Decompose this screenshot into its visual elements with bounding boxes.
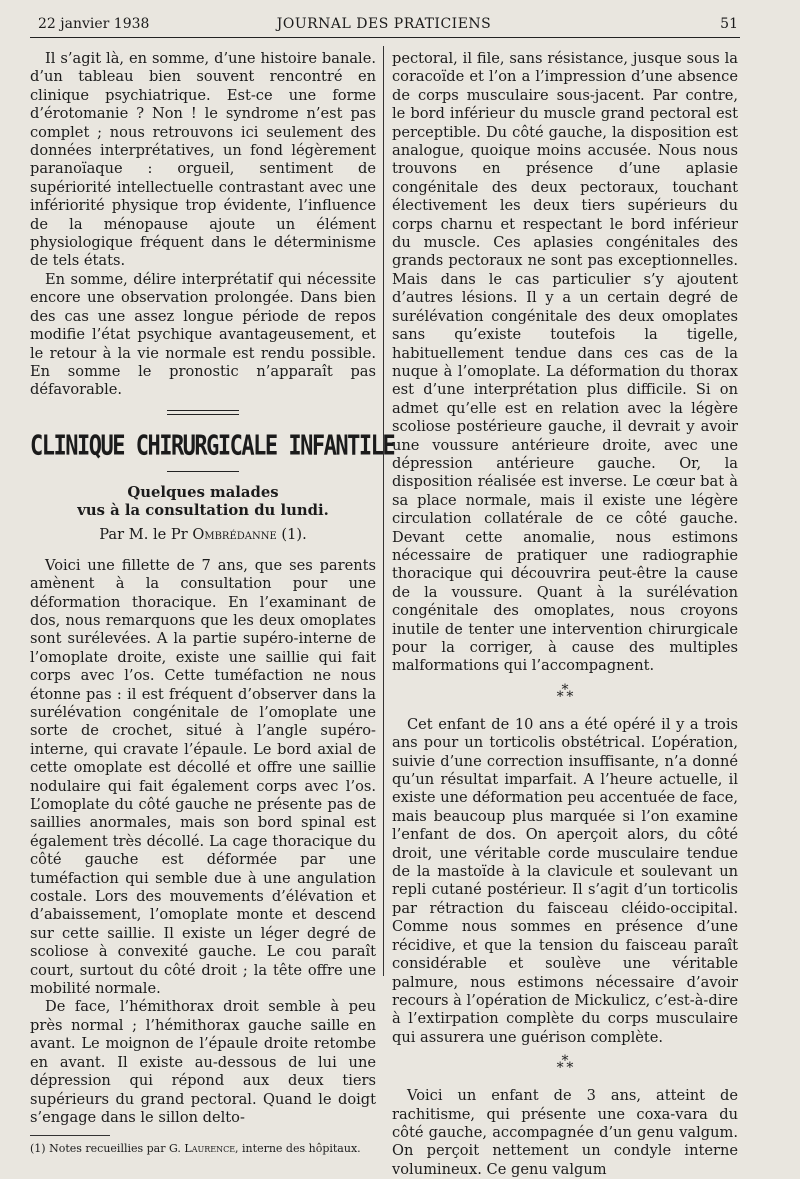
article-title-line-2: vus à la consultation du lundi. bbox=[77, 501, 329, 519]
header-date: 22 janvier 1938 bbox=[38, 16, 150, 32]
column-divider bbox=[383, 46, 384, 976]
footnote: (1) Notes recueillies par G. Laurence, interne des hôpitaux. bbox=[30, 1142, 361, 1156]
title-rule bbox=[167, 471, 239, 472]
paragraph: Cet enfant de 10 ans a été opéré il y a trois ans pour un torticolis obstétrical. L’opération, suivie d’une correction insuffisante, n’a donné qu’un résultat imparfait. A l’heure actuelle, il existe une déformation peu accentuée de face, mais beaucoup plus marquée si l’on examine l’enfant de dos. On aperçoit alors, du côté droit, une véritable corde musculaire tendue de la mastoïde à la clavicule et soulevant un repli cutané postérieur. Il s’agit d’un torticolis par rétraction du faisceau cléido-occipital. Comme nous sommes en présence d’une récidive, et que la tension du faisceau paraît considérable et soulève une véritable palmure, nous estimons nécessaire d’avoir recours à l’opération de Mickulicz, c’est-à-dire à l’extirpation complète du corps musculaire qui assurera une guérison complète. bbox=[392, 715, 738, 1046]
running-header bbox=[30, 14, 738, 36]
paragraph: Voici un enfant de 3 ans, atteint de rachitisme, qui présente une coxa-vara du côté gauche, accompagnée d’un genu valgum. On perçoit nettement un condyle interne volumineux. Ce genu valgum bbox=[392, 1087, 738, 1178]
header-journal-title: JOURNAL DES PRATICIENS bbox=[276, 16, 492, 32]
paragraph: De face, l’hémithorax droit semble à peu près normal ; l’hémithorax gauche saille en avant. Le moignon de l’épaule droite retombe en avant. Il existe au-dessous de lui une dépression qui répond aux deux tiers supérieurs du grand pectoral. Quand le doigt s’engage dans le sillon delto- bbox=[30, 998, 376, 1126]
left-column bbox=[30, 50, 395, 1156]
byline: Par M. le Pr Ombrédanne (1). bbox=[99, 525, 307, 543]
asterism-separator: * * * bbox=[556, 1053, 574, 1077]
article-title-line-1: Quelques malades bbox=[127, 483, 279, 501]
paragraph: pectoral, il file, sans résistance, jusque sous la coracoïde et l’on a l’impression d’une absence de corps musculaire sous-jacent. Par contre, le bord inférieur du muscle grand pectoral est perceptible. Du côté gauche, la disposition est analogue, quoique moins accusée. Nous nous trouvons en présence d’une aplasie congénitale des deux pectoraux, touchant électivement les deux tiers supérieurs du corps charnu et respectant le bord inférieur du muscle. Ces aplasies congénitales des grands pectoraux ne sont pas exceptionnelles. Mais dans le cas particulier s’y ajoutent d’autres lésions. Il y a un certain degré de surélévation congénitale des deux omoplates sans qu’existe toutefois la tigelle, habituellement tendue dans ces cas de la nuque à l’omoplate. La déformation du thorax est d’une interprétation plus difficile. Si on admet qu’elle est en relation avec la légère scoliose postérieure gauche, il devrait y avoir une voussure antérieure droite, avec une dépression antérieure gauche. Or, la disposition réalisée est inverse. Le cœur bat à sa place normale, mais il existe une légère circulation collatérale de ce côté gauche. Devant cette anomalie, nous estimons nécessaire de pratiquer une radiographie thoracique qui découvrira peut-être la cause de la voussure. Quant à la surélévation congénitale des omoplates, nous croyons inutile de tenter une intervention chirurgicale pour la corriger, à cause des multiples malformations qui l’accompagnent. bbox=[392, 50, 738, 675]
right-column bbox=[392, 50, 738, 1179]
paragraph: Il s’agit là, en somme, d’une histoire banale. d’un tableau bien souvent rencontré en clinique psychiatrique. Est-ce une forme d’érotomanie ? Non ! le syndrome n’est pas complet ; nous retrouvons ici seulement des données interprétatives, un fond légèrement paranoïaque : orgueil, sentiment de supériorité intellectuelle contrastant avec une infériorité physique trop évidente, l’influence de la ménopause ajoute un élément physiologique fréquent dans le déterminisme de tels états. bbox=[30, 50, 376, 270]
header-rule bbox=[30, 37, 740, 38]
paragraph: Voici une fillette de 7 ans, que ses parents amènent à la consultation pour une déformation thoracique. En l’examinant de dos, nous remarquons que les deux omoplates sont surélevées. A la partie supéro-interne de l’omoplate droite, existe une saillie qui fait corps avec l’os. Cette tuméfaction ne nous étonne pas : il est fréquent d’observer dans la surélévation congénitale de l’omoplate une sorte de crochet, situé à l’angle supéro-interne, qui cravate l’épaule. Le bord axial de cette omoplate est décollé et offre une saillie nodulaire qui fait également corps avec l’os. L’omoplate du côté gauche ne présente pas de saillies anormales, mais son bord spinal est également très décollé. La cage thoracique du côté gauche est déformée par une tuméfaction qui semble due à une angulation costale. Lors des mouvements d’élévation et d’abaissement, l’omoplate monte et descend sur cette saillie. Il existe un léger degré de scoliose à convexité gauche. Le cou paraît court, surtout du côté droit ; la tête offre une mobilité normale. bbox=[30, 556, 376, 998]
footnote-rule bbox=[30, 1135, 110, 1136]
double-rule-separator bbox=[167, 410, 239, 418]
asterism-separator: * * * bbox=[556, 681, 574, 705]
section-title: CLINIQUE CHIRURGICALE INFANTILE bbox=[30, 430, 395, 462]
author-name: Ombrédanne bbox=[192, 525, 277, 543]
paragraph: En somme, délire interprétatif qui nécessite encore une observation prolongée. Dans bien des cas une assez longue période de repos modifie l’état psychique avantageusement, et le retour à la vie normale est rendu possible. En somme le pronostic n’apparaît pas défavorable. bbox=[30, 270, 376, 399]
header-page-number: 51 bbox=[720, 16, 738, 32]
